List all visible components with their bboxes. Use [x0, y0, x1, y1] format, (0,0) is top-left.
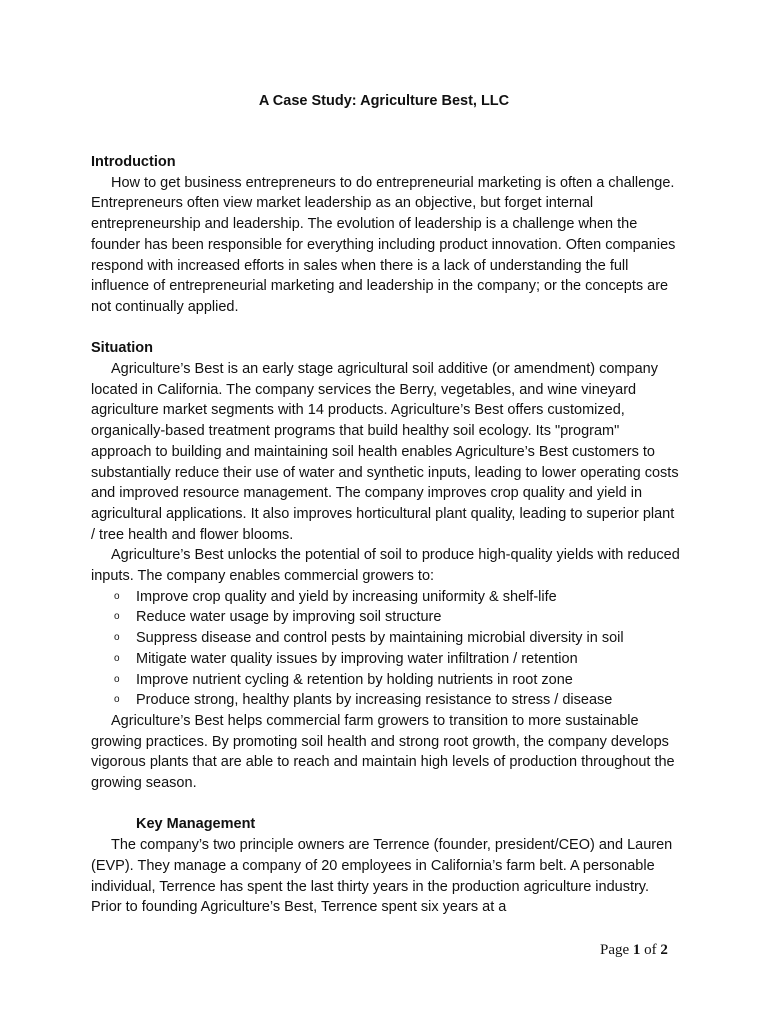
list-item: [91, 607, 681, 628]
bullet-marker: o: [114, 632, 120, 644]
bullet-marker: o: [114, 611, 120, 623]
situation-paragraph-2: Agriculture’s Best unlocks the potential of soil to produce high-quality yields with reduced inputs. The company enables commercial growers to:: [91, 547, 680, 585]
introduction-heading: Introduction: [91, 154, 176, 170]
key-management-heading: Key Management: [136, 816, 256, 833]
benefits-list: [91, 587, 681, 711]
of-label: of: [644, 942, 657, 958]
bullet-marker: o: [114, 673, 120, 685]
total-page-count: 2: [660, 942, 668, 958]
list-item: [91, 649, 681, 670]
situation-paragraph-3: Agriculture’s Best helps commercial farm growers to transition to more sustainable growing practices. By promoting soil health and strong root growth, the company develops vigorous plants that are able to reach and maintain high levels of production throughout the growing season.: [91, 712, 675, 792]
page-label: Page: [600, 942, 630, 958]
document-title: A Case Study: Agriculture Best, LLC: [258, 93, 510, 109]
bullet-marker: o: [114, 694, 120, 706]
list-item: [91, 690, 681, 711]
section-spacer: [91, 318, 681, 339]
list-item: [91, 670, 681, 691]
bullet-marker: o: [114, 590, 120, 602]
list-item-text: Suppress disease and control pests by maintaining microbial diversity in soil: [136, 630, 624, 647]
page-number-footer: [600, 942, 668, 959]
key-management-paragraph: The company’s two principle owners are Terrence (founder, president/CEO) and Lauren (EVP). They manage a company of 20 employees in California’s farm belt. A personable individual, Terrence has spent the last thirty years in the production agriculture industry. Prior to founding Agriculture’s Best, Terrence spent six years at a: [91, 837, 673, 916]
section-spacer: [91, 794, 681, 815]
bullet-marker: o: [114, 652, 120, 664]
list-item-text: Produce strong, healthy plants by increasing resistance to stress / disease: [136, 692, 613, 709]
list-item: [91, 587, 681, 608]
list-item-text: Improve nutrient cycling & retention by holding nutrients in root zone: [136, 671, 573, 688]
list-item-text: Mitigate water quality issues by improving water infiltration / retention: [136, 650, 578, 667]
list-item-text: Improve crop quality and yield by increasing uniformity & shelf-life: [136, 588, 557, 605]
situation-heading: Situation: [91, 340, 154, 357]
document-body: [91, 152, 681, 918]
list-item-text: Reduce water usage by improving soil structure: [136, 609, 442, 626]
list-item: [91, 628, 681, 649]
current-page-number: 1: [632, 942, 641, 958]
introduction-paragraph: How to get business entrepreneurs to do entrepreneurial marketing is often a challenge. Entrepreneurs often view market leadership as an objective, but forget internal entrepreneurship and leadership. The evolution of leadership is a challenge when the founder has been responsible for everything including product innovation. Often companies respond with increased efforts in sales when there is a lack of understanding the full influence of entrepreneurial marketing and leadership in the company; or the concepts are not continually applied.: [91, 174, 676, 315]
situation-paragraph-1: Agriculture’s Best is an early stage agricultural soil additive (or amendment) company located in California. The company services the Berry, vegetables, and wine vineyard agriculture market segments with 14 products. Agriculture’s Best offers customized, organically-based treatment programs that build healthy soil ecology. Its "program" approach to building and maintaining soil health enables Agriculture’s Best customers to substantially reduce their use of water and synthetic inputs, leading to lower operating costs and improved resource management. The company improves crop quality and yield in agricultural applications. It also improves horticultural plant quality, leading to superior plant / tree health and flower blooms.: [91, 361, 679, 543]
